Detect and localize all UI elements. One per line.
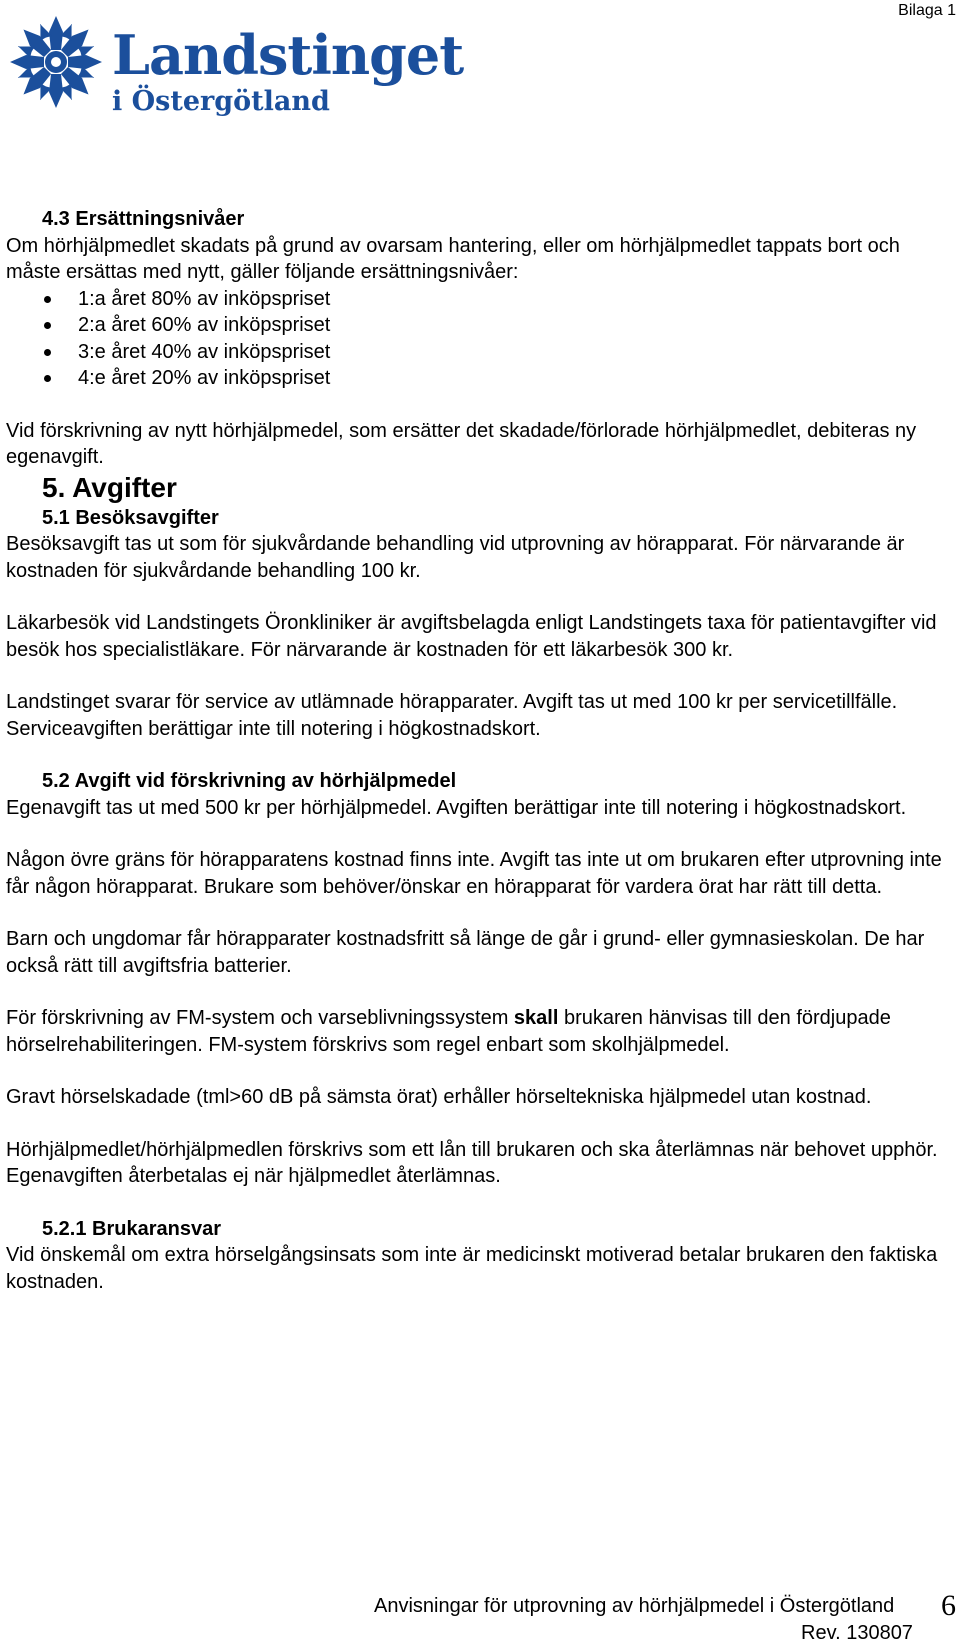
- paragraph: Hörhjälpmedlet/hörhjälpmedlen förskrivs som ett lån till brukaren och ska återlämnas när behovet upphör. Egenavgiften återbetalas ej när hjälpmedlet återlämnas.: [6, 1138, 938, 1187]
- paragraph: Vid önskemål om extra hörselgångsinsats som inte är medicinskt motiverad betalar brukaren den faktiska kostnaden.: [6, 1244, 938, 1293]
- heading-4-3: 4.3 Ersättningsnivåer: [42, 208, 245, 230]
- paragraph: Någon övre gräns för hörapparatens kostnad finns inte. Avgift tas inte ut om brukaren efter utprovning inte får någon hörapparat. Brukare som behöver/önskar en hörapparat för vardera örat har rätt till detta.: [6, 849, 942, 898]
- paragraph: Gravt hörselskadade (tml>60 dB på sämsta örat) erhåller hörseltekniska hjälpmedel utan kostnad.: [6, 1086, 872, 1108]
- paragraph: [6, 1005, 956, 1058]
- footer-revision: Rev. 130807: [801, 1622, 913, 1644]
- heading-5: 5. Avgifter: [42, 471, 177, 503]
- heading-5-1: 5.1 Besöksavgifter: [42, 506, 219, 529]
- list-item: 4:e året 20% av inköpspriset: [6, 365, 956, 392]
- document-body: [6, 206, 956, 1295]
- emphasis-text: skall: [513, 1007, 559, 1029]
- paragraph: Om hörhjälpmedlet skadats på grund av ovarsam hantering, eller om hörhjälpmedlet tappats bort och måste ersättas med nytt, gäller följande ersättningsnivåer:: [6, 234, 900, 283]
- list-item: 2:a året 60% av inköpspriset: [6, 312, 956, 339]
- paragraph: Besöksavgift tas ut som för sjukvårdande behandling vid utprovning av hörapparat. För närvarande är kostnaden för sjukvårdande behandling 100 kr.: [6, 533, 905, 582]
- annex-label: Bilaga 1: [898, 2, 956, 19]
- page-number: 6: [941, 1589, 956, 1622]
- paragraph: Barn och ungdomar får hörapparater kostnadsfritt så länge de går i grund- eller gymnasieskolan. De har också rätt till avgiftsfria batterier.: [6, 928, 925, 977]
- paragraph: Egenavgift tas ut med 500 kr per hörhjälpmedel. Avgiften berättigar inte till notering i högkostnadskort.: [6, 796, 907, 819]
- paragraph: Läkarbesök vid Landstingets Öronkliniker är avgiftsbelagda enligt Landstingets taxa för patientavgifter vid besök hos specialistläkare. För närvarande är kostnaden för ett läkarbesök 300 kr.: [6, 612, 937, 661]
- paragraph-text: För förskrivning av FM-system och varseblivningssystem: [6, 1007, 514, 1029]
- list-item: 3:e året 40% av inköpspriset: [6, 339, 956, 366]
- list-item: 1:a året 80% av inköpspriset: [6, 286, 956, 313]
- logo-wordmark: Landstinget: [112, 23, 464, 87]
- logo-subtitle: i Östergötland: [112, 86, 330, 117]
- heading-5-2: 5.2 Avgift vid förskrivning av hörhjälpmedel: [42, 770, 457, 792]
- snowflake-emblem-icon: [8, 14, 104, 110]
- paragraph: Vid förskrivning av nytt hörhjälpmedel, som ersätter det skadade/förlorade hörhjälpmedlet, debiteras ny egenavgift.: [6, 419, 917, 468]
- paragraph: Landstinget svarar för service av utlämnade hörapparater. Avgift tas ut med 100 kr per servicetillfälle. Serviceavgiften berättigar inte till notering i högkostnadskort.: [6, 691, 898, 740]
- paragraph-text: brukaren hänvisas till den fördjupade hörselrehabiliteringen. FM-system förskrivs som regel enbart som skolhjälpmedel.: [6, 1007, 891, 1056]
- compensation-level-list: [6, 286, 956, 392]
- footer-document-title: Anvisningar för utprovning av hörhjälpmedel i Östergötland: [374, 1595, 895, 1617]
- heading-5-2-1: 5.2.1 Brukaransvar: [42, 1217, 222, 1240]
